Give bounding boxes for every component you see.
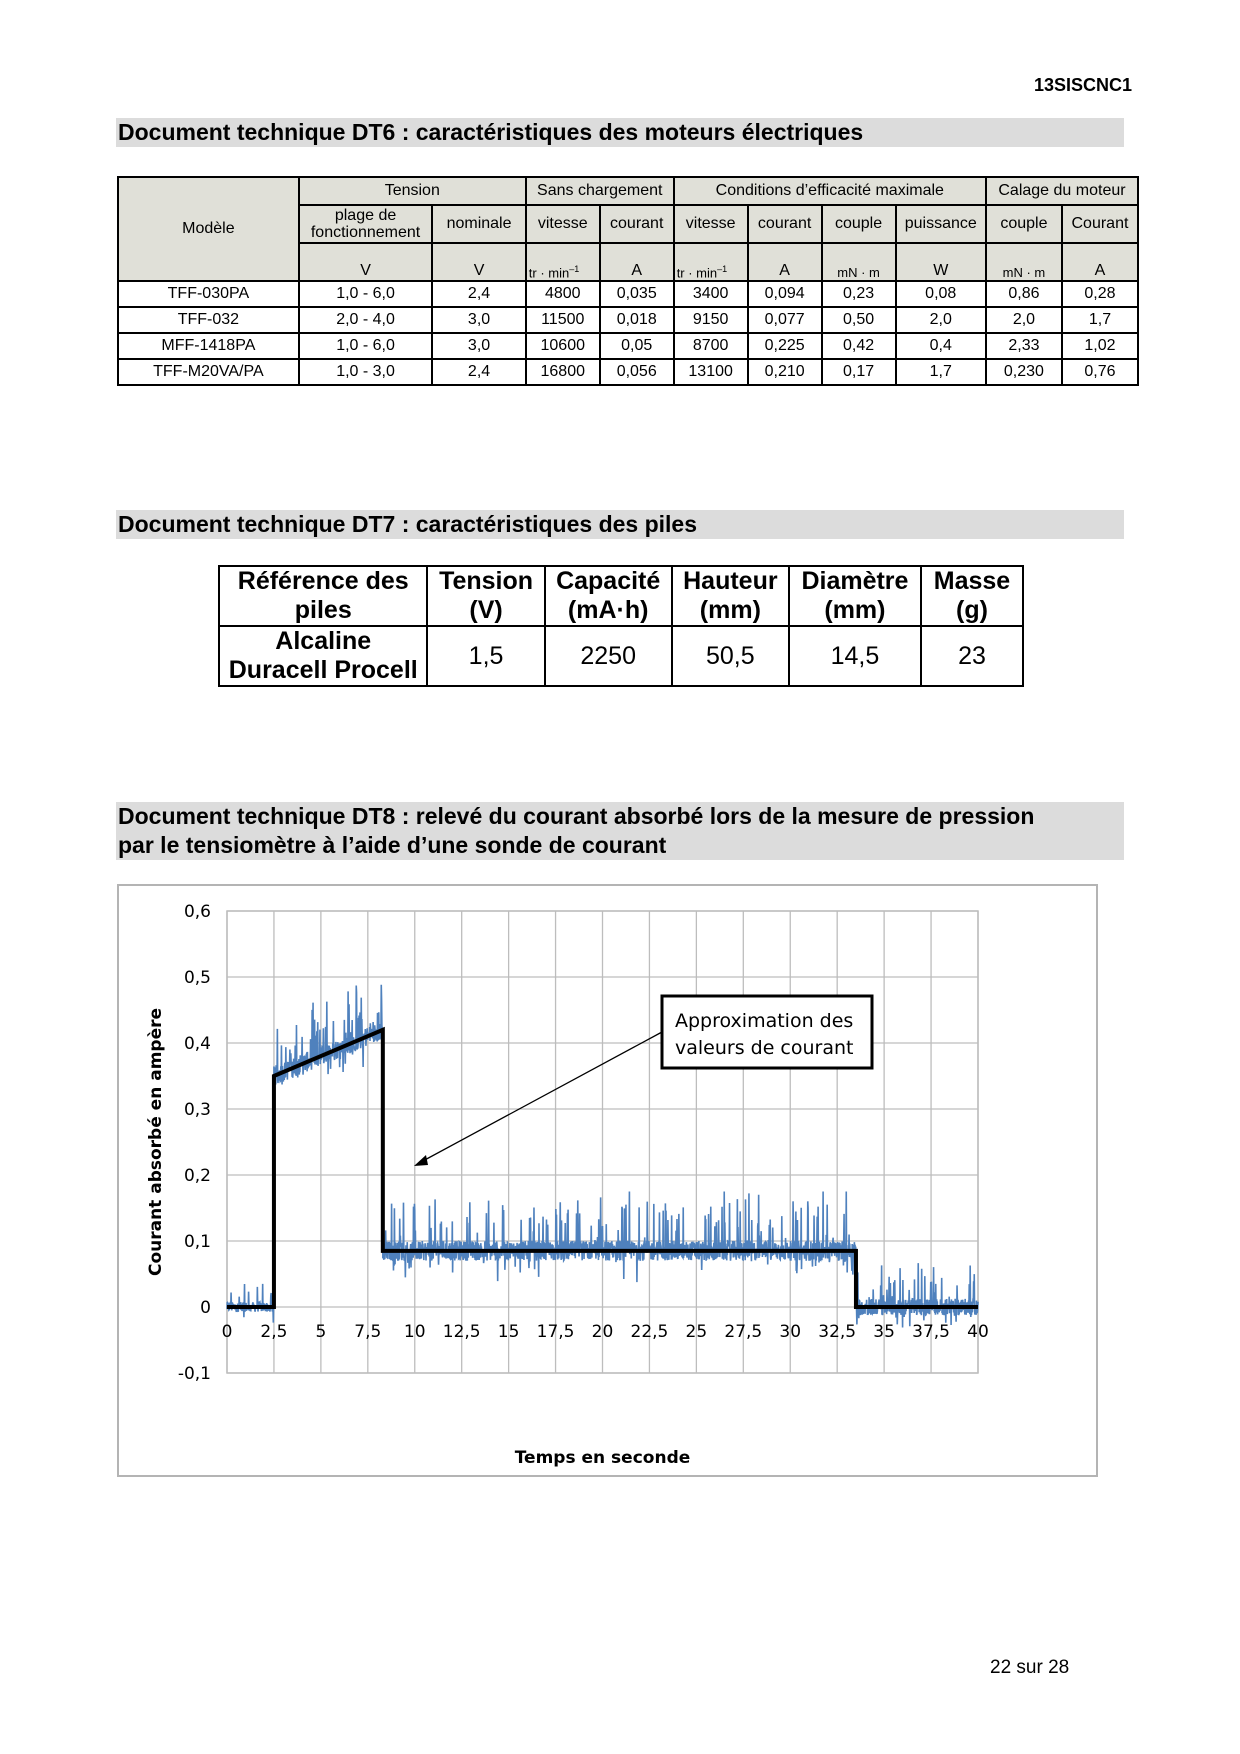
x-tick-label: 2,5 [260,1322,288,1342]
x-tick-label: 7,5 [354,1322,382,1342]
header-reference: Référence des piles [219,566,427,626]
cell: 10600 [526,333,600,359]
cell: 11500 [526,307,600,333]
unit-mnm-2: mN · m [986,243,1062,281]
x-tick-label: 5 [315,1322,327,1342]
header-diametre: Diamètre (mm) [789,566,921,626]
cell: 0,077 [748,307,822,333]
y-tick-labels [178,902,211,1384]
dt6-title: Document technique DT6 : caractéristiques des moteurs électriques [116,118,1124,147]
header-modele: Modèle [118,177,299,281]
cell: TFF-M20VA/PA [118,359,299,385]
motor-table [117,176,1139,386]
y-tick-label: 0,6 [183,902,211,922]
x-tick-label: 40 [967,1322,989,1342]
cell: TFF-030PA [118,281,299,307]
y-tick-label: 0 [200,1298,211,1318]
x-tick-label: 17,5 [536,1322,575,1342]
cell: 3,0 [432,333,525,359]
header-courant-3: Courant [1062,205,1138,243]
unit-trmin-2: tr · $\min^{-1}$ [674,243,748,281]
unit-mnm-1: mN · m [822,243,896,281]
table-row [118,359,1138,385]
unit-trmin-1: tr · $\min^{-1}$ [526,243,600,281]
cell: 0,17 [822,359,896,385]
header-hauteur: Hauteur (mm) [672,566,789,626]
header-couple-1: couple [822,205,896,243]
cell: 2,4 [432,359,525,385]
annotation-arrowhead [414,1155,428,1166]
cell: 8700 [674,333,748,359]
cell: 0,225 [748,333,822,359]
x-tick-label: 12,5 [442,1322,481,1342]
cell: TFF-032 [118,307,299,333]
x-tick-label: 37,5 [912,1322,950,1342]
cell: 0,05 [600,333,674,359]
cell: 0,018 [600,307,674,333]
y-tick-label: -0,1 [177,1364,211,1384]
cell-hauteur: 50,5 [672,626,789,686]
cell: 0,50 [822,307,896,333]
table-row [219,626,1023,686]
header-vitesse-1: vitesse [526,205,600,243]
annotation-line1: Approximation des [675,1010,854,1032]
cell: 0,230 [986,359,1062,385]
header-puissance: puissance [896,205,986,243]
x-axis-label: Temps en seconde [514,1448,691,1468]
y-tick-label: 0,3 [183,1100,211,1120]
cell-capacite: 2250 [545,626,672,686]
cell: 9150 [674,307,748,333]
header-sans-chargement: Sans chargement [526,177,674,205]
x-tick-label: 0 [221,1322,233,1342]
cell: 0,86 [986,281,1062,307]
annotation-arrow [421,1032,662,1162]
cell: 2,0 [896,307,986,333]
chart-frame [117,884,1098,1477]
cell: 13100 [674,359,748,385]
cell: 1,0 - 6,0 [299,333,433,359]
cell: 1,02 [1062,333,1138,359]
cell: 0,76 [1062,359,1138,385]
unit-v-1: V [299,243,433,281]
unit-a-1: A [600,243,674,281]
x-tick-label: 35 [873,1322,895,1342]
table-row [118,281,1138,307]
cell: 1,7 [1062,307,1138,333]
x-tick-label: 15 [497,1322,520,1342]
annotation-line2: valeurs de courant [675,1037,854,1059]
cell-tension: 1,5 [427,626,544,686]
y-tick-label: 0,1 [183,1232,211,1252]
cell: 16800 [526,359,600,385]
cell-masse: 23 [921,626,1023,686]
x-tick-label: 10 [403,1322,426,1342]
x-tick-label: 25 [685,1322,708,1342]
header-conditions: Conditions d’efficacité maximale [674,177,986,205]
table-row [118,307,1138,333]
y-tick-label: 0,2 [183,1166,211,1186]
cell-reference: Alcaline Duracell Procell [219,626,427,686]
cell: 1,7 [896,359,986,385]
header-masse: Masse (g) [921,566,1023,626]
cell: 0,4 [896,333,986,359]
dt7-title: Document technique DT7 : caractéristiques des piles [116,510,1124,539]
cell: 0,035 [600,281,674,307]
header-courant-2: courant [748,205,822,243]
header-courant-1: courant [600,205,674,243]
cell: 1,0 - 3,0 [299,359,433,385]
cell: 2,0 - 4,0 [299,307,433,333]
header-couple-2: couple [986,205,1062,243]
cell: 0,210 [748,359,822,385]
header-tension: Tension [299,177,526,205]
header-nominale: nominale [432,205,525,243]
header-calage: Calage du moteur [986,177,1138,205]
cell: 1,0 - 6,0 [299,281,433,307]
x-tick-label: 30 [779,1322,802,1342]
page-number: 22 sur 28 [990,1657,1070,1678]
header-capacite: Capacité (mA·h) [545,566,672,626]
x-tick-label: 22,5 [630,1322,669,1342]
x-tick-labels [222,1322,989,1342]
cell: 0,23 [822,281,896,307]
cell: 0,056 [600,359,674,385]
current-chart [119,886,1096,1475]
cell: 3400 [674,281,748,307]
cell: 2,4 [432,281,525,307]
x-tick-label: 20 [591,1322,614,1342]
table-row [118,333,1138,359]
cell: 0,28 [1062,281,1138,307]
y-tick-label: 0,5 [183,968,211,988]
x-tick-label: 27,5 [724,1322,763,1342]
cell: 0,08 [896,281,986,307]
cell: MFF-1418PA [118,333,299,359]
header-plage: plage de fonctionnement [299,205,433,243]
y-tick-label: 0,4 [183,1034,211,1054]
cell: 4800 [526,281,600,307]
unit-a-2: A [748,243,822,281]
dt8-title: Document technique DT8 : relevé du courant absorbé lors de la mesure de pression par le tensiomètre à l’aide d’une sonde de courant [116,802,1124,860]
cell: 0,42 [822,333,896,359]
cell: 3,0 [432,307,525,333]
header-vitesse-2: vitesse [674,205,748,243]
unit-v-2: V [432,243,525,281]
unit-w: W [896,243,986,281]
cell: 2,33 [986,333,1062,359]
document-code: 13SISCNC1 [1033,75,1132,95]
unit-a-3: A [1062,243,1138,281]
x-tick-label: 32,5 [818,1322,857,1342]
battery-table [218,565,1024,687]
cell-diametre: 14,5 [789,626,921,686]
y-axis-label: Courant absorbé en ampère [146,1007,166,1277]
cell: 0,094 [748,281,822,307]
header-tension: Tension (V) [427,566,544,626]
cell: 2,0 [986,307,1062,333]
